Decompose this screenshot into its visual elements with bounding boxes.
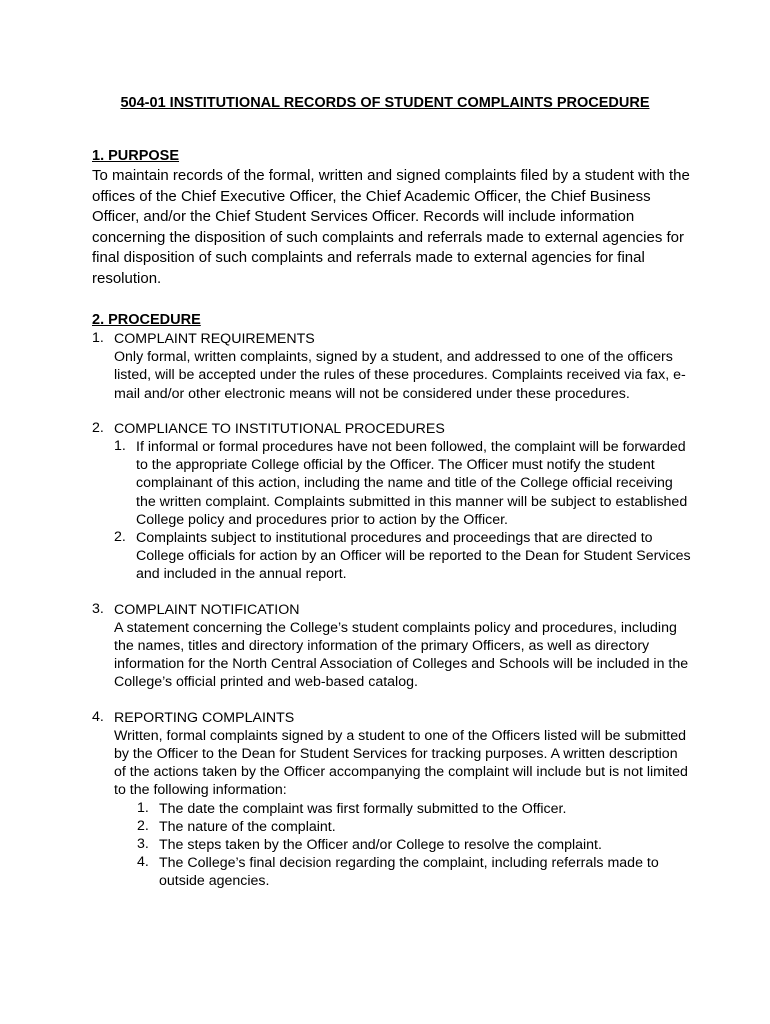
item-title: COMPLAINT REQUIREMENTS [114, 331, 315, 347]
procedure-item-complaint-requirements [92, 330, 692, 403]
sub-item-number: 4. [137, 854, 149, 871]
document-title: 504-01 INSTITUTIONAL RECORDS OF STUDENT COMPLAINTS PROCEDURE [120, 95, 650, 111]
item-number: 4. [92, 708, 104, 725]
sub-item-text: The nature of the complaint. [159, 818, 336, 835]
list-item [137, 818, 692, 836]
procedure-section [92, 311, 692, 891]
list-item [137, 800, 692, 818]
list-item [137, 854, 692, 890]
item-title: REPORTING COMPLAINTS [114, 709, 295, 726]
spacer [92, 584, 692, 601]
sub-item-number: 3. [137, 836, 149, 853]
purpose-body: To maintain records of the formal, written and signed complaints filed by a student with the offices of the Chief Executive Officer, the Chief Academic Officer, the Chief Business Officer, and/or the Chief Student Services Officer. Records will include information concerning the disposition of such complaints and referrals made to external agencies for final disposition of such complaints and referrals made to external agencies for final resolution. [92, 167, 690, 287]
sub-item-text: The date the complaint was first formally submitted to the Officer. [159, 800, 567, 817]
list-item [114, 438, 692, 529]
spacer [92, 403, 692, 420]
sub-item-text: If informal or formal procedures have not been followed, the complaint will be forwarded to the appropriate College official by the Officer. The Officer must notify the student complainant of this action, including the name and title of the College official receiving the written complaint. Complaints submitted in this manner will be subject to established College policy and procedures prior to action by the Officer. [136, 439, 688, 528]
sub-item-text: Complaints subject to institutional procedures and proceedings that are directed to College officials for action by an Officer will be reported to the Dean for Student Services and included in the annual report. [136, 530, 691, 583]
sub-item-text: The steps taken by the Officer and/or College to resolve the complaint. [159, 837, 602, 854]
item-body: A statement concerning the College’s student complaints policy and procedures, including the names, titles and directory information of the primary Officers, as well as directory information for the North Central Association of Colleges and Schools will be included in the College’s official printed and web-based catalog. [114, 619, 689, 691]
item-number: 1. [92, 330, 104, 346]
sub-item-text: The College’s final decision regarding the complaint, including referrals made to outside agencies. [159, 855, 659, 890]
purpose-heading: 1. PURPOSE [92, 148, 180, 164]
procedure-item-reporting-complaints [92, 709, 692, 891]
procedure-item-compliance [92, 420, 692, 584]
sub-list [137, 800, 692, 891]
item-number: 3. [92, 600, 104, 617]
item-number: 2. [92, 419, 104, 436]
spacer [92, 692, 692, 709]
list-item [114, 529, 692, 584]
sub-item-number: 1. [137, 799, 149, 816]
list-item [137, 836, 692, 854]
purpose-section [92, 147, 692, 290]
item-body: Only formal, written complaints, signed by a student, and addressed to one of the officers listed, will be accepted under the rules of these procedures. Complaints received via fax, e-mail and/or other electronic means will not be considered under these procedures. [114, 349, 686, 402]
item-body: Written, formal complaints signed by a student to one of the Officers listed will be submitted by the Officer to the Dean for Student Services for tracking purposes. A written description of the actions taken by the Officer accompanying the complaint will include but is not limited to the following information: [114, 727, 688, 799]
item-title: COMPLAINT NOTIFICATION [114, 601, 300, 618]
procedure-heading: 2. PROCEDURE [92, 312, 201, 328]
sub-item-number: 2. [114, 529, 126, 546]
item-title: COMPLIANCE TO INSTITUTIONAL PROCEDURES [114, 420, 445, 437]
sub-item-number: 1. [114, 438, 126, 455]
procedure-item-complaint-notification [92, 601, 692, 692]
sub-list [114, 438, 692, 584]
sub-item-number: 2. [137, 817, 149, 834]
